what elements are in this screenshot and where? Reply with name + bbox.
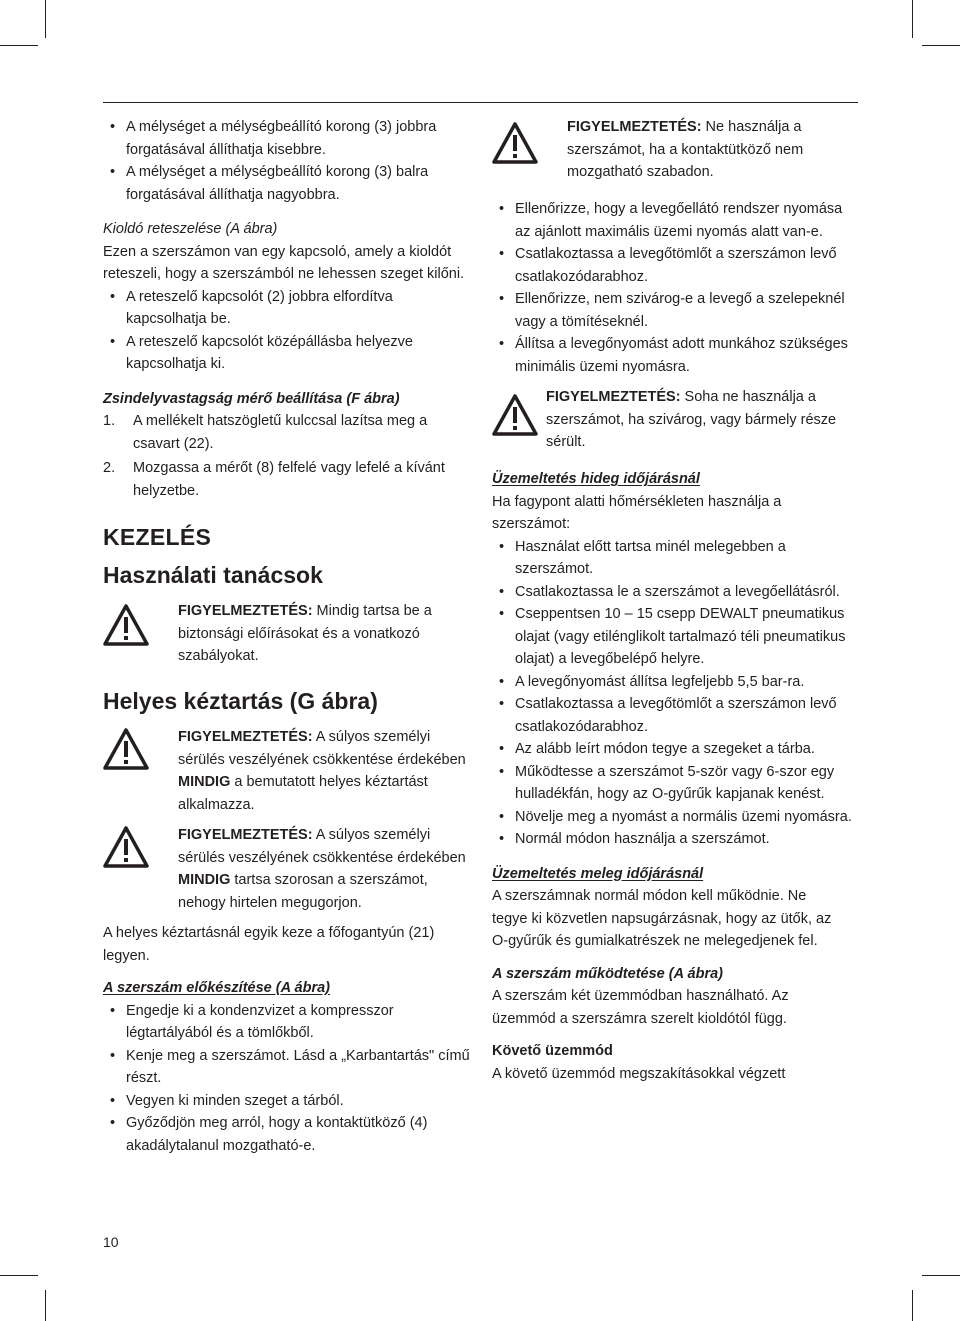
list-item: • Csatlakoztassa le a szerszámot a levegőellátásról.: [492, 581, 860, 604]
trigger-lock-text: Ezen a szerszámon van egy kapcsoló, amely a kioldót reteszeli, hogy a szerszámból ne lehessen szeget kilőni.: [103, 243, 465, 282]
warning-grip-1: [103, 726, 475, 816]
warning-emphasis: MINDIG: [178, 872, 231, 888]
list-item: • A reteszelő kapcsolót középállásba helyezve kapcsolhatja ki.: [103, 331, 475, 376]
warning-text: Ne használja a szerszámot, ha a kontaktütköző nem mozgatható szabadon.: [567, 119, 804, 180]
warning-text: A súlyos személyi sérülés veszélyének csökkentése érdekében: [178, 827, 466, 866]
crop-mark: [912, 1290, 913, 1321]
warning-icon: [103, 826, 149, 868]
warning-text: A súlyos személyi sérülés veszélyének csökkentése érdekében: [178, 729, 466, 768]
list-item: • Vegyen ki minden szeget a tárból.: [103, 1090, 475, 1113]
crop-mark: [45, 1290, 46, 1321]
list-item: [103, 457, 475, 502]
step-text: A mellékelt hatszögletű kulccsal lazítsa meg a csavart (22).: [133, 413, 428, 452]
warning-emphasis: MINDIG: [178, 774, 231, 790]
cold-text: Ha fagypont alatti hőmérsékleten használja a szerszámot:: [492, 493, 782, 532]
grip-title: Helyes kéztartás (G ábra): [103, 688, 378, 714]
list-item: • Csatlakoztassa a levegőtömlőt a szerszámon levő csatlakozódarabhoz.: [492, 243, 860, 288]
list-item: • Engedje ki a kondenzvizet a kompresszor légtartályából és a tömlőkből.: [103, 1000, 475, 1045]
tips-title: Használati tanácsok: [103, 562, 323, 588]
warning-text: Soha ne használja a szerszámot, ha szivárog, vagy bármely része sérült.: [546, 389, 837, 450]
list-item: • A levegőnyomást állítsa legfeljebb 5,5 bar-ra.: [492, 671, 860, 694]
warning-icon: [492, 122, 538, 164]
list-item: • Ellenőrizze, nem szivárog-e a levegő a szelepeknél vagy a tömítéseknél.: [492, 288, 860, 333]
list-item: [103, 410, 475, 455]
crop-mark: [0, 1275, 38, 1276]
list-item: • Állítsa a levegőnyomást adott munkához szükséges minimális üzemi nyomásra.: [492, 333, 860, 378]
list-item: • A mélységet a mélységbeállító korong (3) balra forgatásával állíthatja nagyobbra.: [103, 161, 475, 206]
cold-heading: Üzemeltetés hideg időjárásnál: [492, 471, 700, 487]
list-item: • Győződjön meg arról, hogy a kontaktütköző (4) akadálytalanul mozgatható-e.: [103, 1112, 475, 1157]
prep-bullets: [103, 1000, 475, 1158]
seq-text: A követő üzemmód megszakításokkal végzett: [492, 1065, 786, 1082]
header-rule: [103, 102, 858, 103]
check-bullets: [492, 198, 860, 378]
list-item: • Cseppentsen 10 – 15 csepp DEWALT pneumatikus olajat (vagy etilénglikolt tartalmazó téli pneumatikus olajat) a levegőbelépő helyre.: [492, 603, 860, 671]
right-column: [492, 116, 860, 1085]
warning-text: tartsa szorosan a szerszámot, nehogy hirtelen megugorjon.: [178, 872, 428, 911]
list-item: • Növelje meg a nyomást a normális üzemi nyomásra.: [492, 806, 860, 829]
step-number: 2.: [103, 460, 116, 476]
warm-text: A szerszámnak normál módon kell működnie. Ne tegye ki közvetlen napsugárzásnak, hogy az ütők, az O-gyűrűk és gumialkatrészek ne melegedjenek fel.: [492, 888, 832, 949]
warning-label: FIGYELMEZTETÉS:: [567, 119, 702, 135]
step-number: 1.: [103, 413, 116, 429]
operate-text: A szerszám két üzemmódban használható. Az üzemmód a szerszámra szerelt kioldótól függ.: [492, 988, 789, 1027]
list-item: • Használat előtt tartsa minél melegebben a szerszámot.: [492, 536, 860, 581]
warning-leak: [492, 386, 860, 456]
warning-icon: [103, 604, 149, 646]
warning-grip-2: [103, 824, 475, 914]
warning-text: a bemutatott helyes kéztartást alkalmazza.: [178, 774, 428, 813]
grip-text: A helyes kéztartásnál egyik keze a főfogantyún (21) legyen.: [103, 925, 435, 964]
trigger-lock-bullets: [103, 286, 475, 376]
prep-heading: A szerszám előkészítése (A ábra): [103, 980, 331, 996]
list-item: • Normál módon használja a szerszámot.: [492, 828, 860, 851]
cold-bullets: [492, 536, 860, 851]
list-item: • Kenje meg a szerszámot. Lásd a „Karbantartás" című részt.: [103, 1045, 475, 1090]
list-item: • Az alább leírt módon tegye a szegeket a tárba.: [492, 738, 860, 761]
shingle-steps: [103, 410, 475, 502]
operate-heading: A szerszám működtetése (A ábra): [492, 965, 724, 982]
warning-icon: [103, 728, 149, 770]
depth-bullets: [103, 116, 475, 206]
crop-mark: [0, 45, 38, 46]
warning-text: Mindig tartsa be a biztonsági előírásokat és a vonatkozó szabályokat.: [178, 603, 432, 664]
warning-tips: [103, 600, 475, 672]
warning-label: FIGYELMEZTETÉS:: [546, 389, 681, 405]
seq-heading: Követő üzemmód: [492, 1043, 613, 1059]
list-item: • Ellenőrizze, hogy a levegőellátó rendszer nyomása az ajánlott maximális üzemi nyomás alatt van-e.: [492, 198, 860, 243]
section-title: KEZELÉS: [103, 524, 212, 550]
crop-mark: [912, 0, 913, 38]
page-number: 10: [103, 1234, 119, 1250]
left-column: [103, 116, 475, 1157]
warning-contact: [492, 116, 860, 186]
list-item: • Működtesse a szerszámot 5-ször vagy 6-szor egy hulladékfán, hogy az O-gyűrűk kapjanak kenést.: [492, 761, 860, 806]
shingle-heading: Zsindelyvastagság mérő beállítása (F ábra): [103, 390, 400, 407]
crop-mark: [45, 0, 46, 38]
list-item: • Csatlakoztassa a levegőtömlőt a szerszámon levő csatlakozódarabhoz.: [492, 693, 860, 738]
list-item: • A reteszelő kapcsolót (2) jobbra elfordítva kapcsolhatja be.: [103, 286, 475, 331]
step-text: Mozgassa a mérőt (8) felfelé vagy lefelé a kívánt helyzetbe.: [133, 460, 445, 499]
warning-label: FIGYELMEZTETÉS:: [178, 603, 313, 619]
warm-heading: Üzemeltetés meleg időjárásnál: [492, 865, 704, 882]
warning-label: FIGYELMEZTETÉS:: [178, 827, 313, 843]
trigger-lock-heading: Kioldó reteszelése (A ábra): [103, 221, 278, 237]
crop-mark: [922, 45, 960, 46]
warning-icon: [492, 394, 538, 436]
warning-label: FIGYELMEZTETÉS:: [178, 729, 313, 745]
crop-mark: [922, 1275, 960, 1276]
list-item: • A mélységet a mélységbeállító korong (3) jobbra forgatásával állíthatja kisebbre.: [103, 116, 475, 161]
